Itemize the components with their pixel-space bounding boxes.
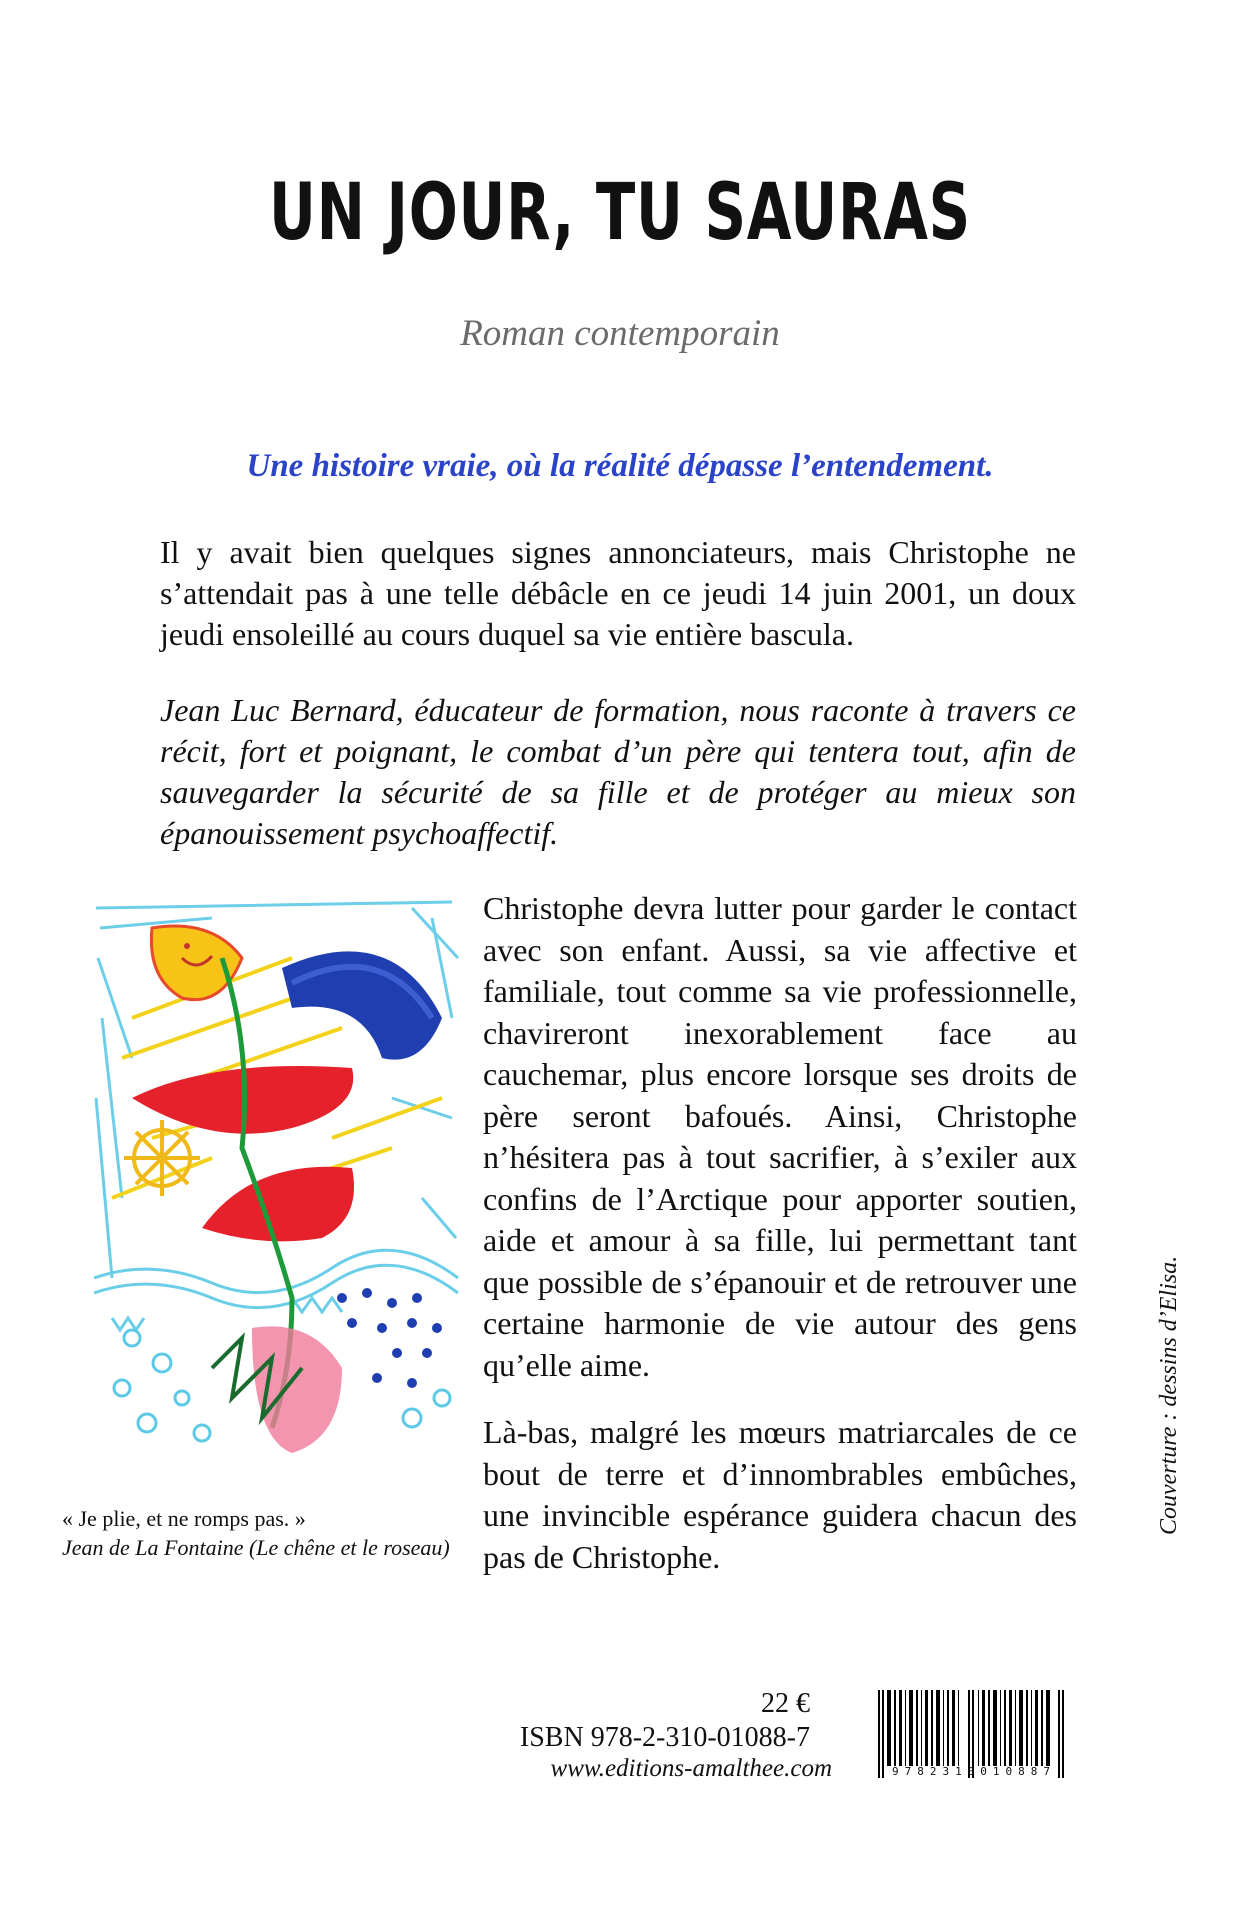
cover-credit: Couverture : dessins d’Elisa.: [1156, 1255, 1182, 1535]
price: 22 €: [761, 1688, 810, 1719]
synopsis-paragraph-4: Là-bas, malgré les mœurs matriarcales de ce bout de terre et d’innombrables embûches, une invincible espérance guidera chacun des pas de Christophe.: [483, 1414, 1077, 1575]
book-title: UN JOUR, TU SAURAS: [269, 168, 971, 258]
epigraph-text: « Je plie, et ne romps pas. »: [62, 1506, 306, 1531]
barcode-digits: 9782310010887: [891, 1765, 1057, 1778]
isbn: ISBN 978-2-310-01088-7: [519, 1722, 810, 1753]
child-drawing-image: [92, 898, 460, 1458]
epigraph: [62, 1504, 462, 1562]
author-paragraph: Jean Luc Bernard, éducateur de formation, nous raconte à travers ce récit, fort et poignant, le combat d’un père qui tentera tout, afin de sauvegarder la sécurité de sa fille et de protéger au mieux son épanouissement psychoaffectif.: [160, 692, 1076, 851]
synopsis-paragraph-3: Christophe devra lutter pour garder le contact avec son enfant. Aussi, sa vie affective et familiale, tout comme sa vie professionnelle, chavireront inexorablement face au cauchemar, plus encore lorsque ses droits de père seront bafoués. Ainsi, Christophe n’hésitera pas à tout sacrifier, à s’exiler aux confins de l’Arctique pour apporter soutien, aide et amour à sa fille, lui permettant tant que possible de s’épanouir et de retrouver une certaine harmonie de vie autour des gens qu’elle aime.: [483, 890, 1077, 1383]
book-genre: Roman contemporain: [460, 313, 780, 354]
tagline: Une histoire vraie, où la réalité dépasse l’entendement.: [246, 448, 994, 484]
publisher-website: www.editions-amalthee.com: [550, 1755, 832, 1782]
epigraph-author: Jean de La Fontaine (Le chêne et le roseau): [62, 1535, 450, 1560]
synopsis-paragraph-1: Il y avait bien quelques signes annonciateurs, mais Christophe ne s’attendait pas à une telle débâcle en ce jeudi 14 juin 2001, un doux jeudi ensoleillé au cours duquel sa vie entière bascula.: [160, 534, 1076, 652]
